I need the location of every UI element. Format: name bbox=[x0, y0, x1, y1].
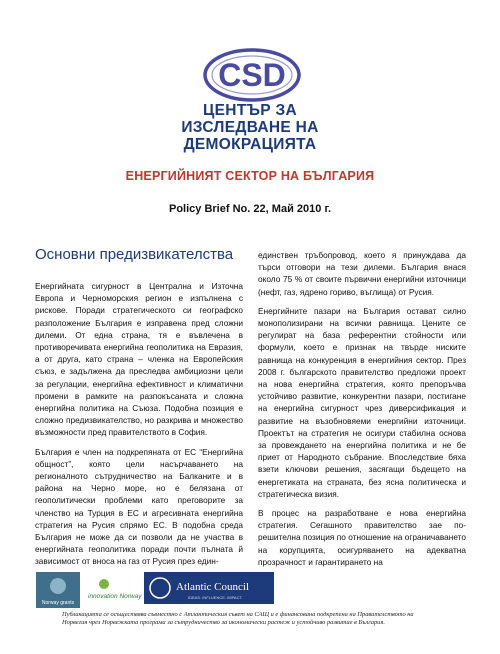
paragraph: В процес на разработване е нова енергийна стратегия. Сегашното правителство зае по-решителна позиция по отношение на ограничаването на корупцията, осигуряването на адекватна прозрачност и гарантирането на bbox=[258, 508, 466, 567]
atlantic-council-name: Atlantic Council bbox=[176, 581, 250, 593]
org-name-line: ДЕМОКРАЦИЯТА bbox=[183, 136, 317, 153]
right-column bbox=[258, 249, 466, 575]
footer-note: Публикацията се осъществява съвместно с Атлантическия съвет на САЩ и е финансована подкрепена на Правителството на Норвегия чрез Норвежката програма за сътрудничество за икономически растеж и устойчиво развитие в България. bbox=[62, 611, 414, 627]
paragraph: единствен тръбопровод, което я принуждава да търси отговори на тези дилеми. България внася около 75 % от своите първични енергийни източници (нефт, газ, ядрено гориво, въглища) от Русия. bbox=[258, 250, 466, 297]
paragraph: България е член на подкрепяната от ЕС “Енергийна общност”, която цели насърчаването на регионалното сътрудничество на Балканите и в района на Черно море, но е белязана от геополитически проблеми като преговорите за членство на Турция в ЕС и агресивната енергийна стратегия на Русия спрямо ЕС. В подобна среда България не може да си позволи да не участва в енергийната геополитика поради почти пълната й зависимост от вноса на газ от Русия през един- bbox=[35, 446, 243, 567]
innovation-norway-logo bbox=[88, 579, 142, 600]
document-subtitle: Policy Brief No. 22, Май 2010 г. bbox=[169, 203, 331, 215]
document-title: ЕНЕРГИЙНИЯТ СЕКТОР НА БЪЛГАРИЯ bbox=[125, 169, 375, 183]
csd-logo bbox=[202, 48, 302, 102]
org-name-line: ИЗСЛЕДВАНЕ НА bbox=[181, 119, 319, 136]
organization-name bbox=[130, 102, 370, 153]
paragraph: Енергийните пазари на България остават силно монополизирани на всички равнища. Цените се регулират на база референтни стойности или формули, което е признак на твърде ниските равнища на конкуренция в енергийния сектор. През 2008 г. българското правителство предложи проект на нова енергийна стратегия, която препоръчва устойчиво развитие, конкурентни пазари, постигане на енергийна сигурност чрез диверсификация и развитие на възобновяеми енергийни източници. Проектът на стратегия не осигури стабилна основа за провеждането на енергийна политика и не бе приет от Народното събрание. Впоследствие бяха взети ключови решения, засягащи бъдещето на енергетиката на страната, без ясна политическа и стратегическа визия. bbox=[258, 305, 466, 499]
norway-grants-logo bbox=[36, 572, 80, 608]
org-name-line: ЦЕНТЪР ЗА bbox=[202, 102, 298, 119]
logo-text: CSD bbox=[218, 57, 286, 93]
innovation-norway-label: innovation Norway bbox=[88, 593, 142, 600]
norway-grants-label: Norway grants bbox=[41, 600, 75, 606]
paragraph: Енергийната сигурност в Централна и Източна Европа и Черноморския регион е изпълнена с рискове. Поради стратегическото си географско разположение България е изправена пред сложни дилеми. От една страна, тя е въвлечена в противоречивата енергийна геополитика на Евразия, а от друга, като страна – членка на Европейския съюз, е задължена да преследва амбициозни цели за регулации, енергийна ефективност и климатични промени в рамките на разпокъсаната и сложна енергийна политика на Съюза. Подобна позиция е сложно предизвикателство, но разкрива и множество възможности пред правителството в София. bbox=[35, 281, 243, 438]
atlantic-council-logo bbox=[144, 572, 274, 604]
section-heading: Основни предизвикателства bbox=[35, 246, 234, 263]
atlantic-council-tagline: IDEAS. INFLUENCE. IMPACT. bbox=[188, 595, 243, 600]
partner-logos bbox=[36, 572, 466, 610]
left-column bbox=[35, 246, 243, 575]
